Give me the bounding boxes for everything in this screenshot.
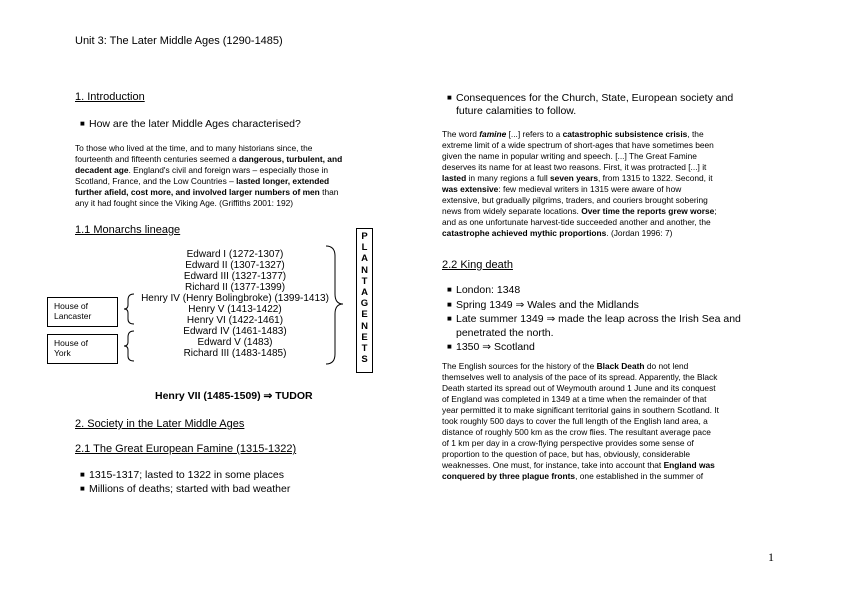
house-york-box <box>47 334 118 364</box>
list-item-text: penetrated the north. <box>456 326 554 339</box>
monarch-item: Edward II (1307-1327) <box>185 260 285 271</box>
quote-line: . England's civil and foreign wars – especially those in <box>128 165 328 175</box>
quote-line: extreme limit of a wide spectrum of short-ages that have sometimes been <box>442 140 714 150</box>
page-header: Unit 3: The Later Middle Ages (1290-1485) <box>75 35 283 47</box>
quote-line: do not lend <box>644 361 689 371</box>
bullet-icon: ■ <box>80 119 85 128</box>
quote-emphasis: lasted longer, extended <box>236 176 330 186</box>
quote-line: extensive, but gradually pilgrims, traders, and couriers brought sobering <box>442 195 708 205</box>
famine-heading: 2.1 The Great European Famine (1315-1322) <box>75 443 297 455</box>
plantagenet-letter: A <box>361 287 368 299</box>
plantagenet-letter: E <box>361 309 368 321</box>
quote-line: The word <box>442 129 480 139</box>
plantagenet-letter: N <box>361 320 368 332</box>
house-label: House of <box>54 301 89 311</box>
quote-line: , one established in the summer of <box>575 471 704 481</box>
tudor-line: Henry VII (1485-1509) ⇒ TUDOR <box>155 390 313 402</box>
blackdeath-quote <box>442 361 787 482</box>
quote-line: : few medieval writers in 1315 were aware of how <box>498 184 682 194</box>
quote-emphasis: decadent age <box>75 165 129 175</box>
famine-bullets <box>80 468 290 496</box>
quote-line: of 1 km per day in a crow-flying perspective provides some sense of <box>442 438 694 448</box>
quote-emphasis: was extensive <box>442 184 499 194</box>
list-item <box>447 283 741 298</box>
consequences-bullet <box>447 91 733 118</box>
quote-line: news from widely separate locations. <box>442 206 582 216</box>
list-item-text: future calamities to follow. <box>456 105 577 117</box>
bullet-icon: ■ <box>80 470 85 479</box>
bullet-icon: ■ <box>447 342 452 351</box>
quote-line: than <box>319 187 339 197</box>
bullet-icon: ■ <box>80 484 85 493</box>
quote-emphasis: dangerous, turbulent, and <box>238 154 343 164</box>
monarch-item: Edward III (1327-1377) <box>183 271 287 282</box>
intro-bullet-text: How are the later Middle Ages characterised? <box>89 118 301 130</box>
bullet-icon: ■ <box>447 314 452 323</box>
quote-line: Scotland, France, and the Low Countries – <box>75 176 237 186</box>
house-lancaster-box <box>47 297 118 327</box>
famine-quote <box>442 129 787 239</box>
monarch-item: Edward I (1272-1307) <box>186 249 284 260</box>
list-item <box>447 340 741 355</box>
quote-line: proportion to the question of pace, but has, obviously, considerable <box>442 449 690 459</box>
plantagenet-letter: A <box>361 253 368 265</box>
plantagenets-box <box>356 228 373 373</box>
quote-emphasis: further afield, cost more, and involved larger numbers of men <box>75 187 320 197</box>
plantagenet-letter: E <box>361 331 368 343</box>
house-label: Lancaster <box>54 311 92 321</box>
quote-line: took roughly 500 days to cover the full length of the English land area, a <box>442 416 708 426</box>
quote-emphasis: lasted <box>442 173 467 183</box>
bullet-icon: ■ <box>447 93 452 102</box>
quote-emphasis: Over time the reports grew worse <box>581 206 715 216</box>
quote-emphasis: catastrophic subsistence crisis <box>562 129 688 139</box>
monarch-item: Edward V (1483) <box>197 337 273 348</box>
quote-line: . (Jordan 1996: 7) <box>606 228 673 238</box>
list-item-text: Millions of deaths; started with bad weather <box>89 483 291 495</box>
quote-emphasis: England was <box>663 460 715 470</box>
list-item <box>80 482 290 496</box>
quote-line: given the name in popular writing and speech. [...] The Great Famine <box>442 151 697 161</box>
quote-line: [...] refers to a <box>506 129 563 139</box>
society-heading: 2. Society in the Later Middle Ages <box>75 418 245 430</box>
monarch-item: Henry IV (Henry Bolingbroke) (1399-1413) <box>141 293 329 304</box>
list-item-text: 1350 ⇒ Scotland <box>456 341 535 353</box>
quote-line: fourteenth and fifteenth centuries seemed a <box>75 154 239 164</box>
quote-line: and as one unfortunate harvest-tide succeeded another and another, the <box>442 217 711 227</box>
plantagenet-letter: P <box>361 231 368 242</box>
page-number: 1 <box>768 550 774 564</box>
monarch-item: Richard III (1483-1485) <box>183 348 287 359</box>
quote-line: The English sources for the history of the <box>442 361 597 371</box>
kingdeath-heading: 2.2 King death <box>442 259 513 271</box>
quote-line: themselves well to analysis of the pace of its spread. Apparently, the Black <box>442 372 718 382</box>
list-item <box>447 298 741 313</box>
plantagenet-letter: T <box>361 343 368 355</box>
monarch-item: Henry V (1413-1422) <box>188 304 282 315</box>
quote-line: year permitted it to make significant territorial gains in southern Scotland. It <box>442 405 719 415</box>
plantagenet-letter: N <box>361 264 368 276</box>
list-item-text: 1315-1317; lasted to 1322 in some places <box>89 469 284 481</box>
bullet-icon: ■ <box>447 285 452 294</box>
list-item-text: Spring 1349 ⇒ Wales and the Midlands <box>456 298 639 311</box>
quote-emphasis: conquered by three plague fronts <box>442 471 576 481</box>
intro-heading: 1. Introduction <box>75 91 145 103</box>
monarch-item: Edward IV (1461-1483) <box>183 326 287 337</box>
quote-line: Death started its spread out of Weymouth around 1 June and its conquest <box>442 383 716 393</box>
list-item <box>447 312 741 340</box>
quote-emphasis: seven years <box>550 173 598 183</box>
monarch-list <box>140 249 330 359</box>
list-item-text: Consequences for the Church, State, European society and <box>456 92 734 104</box>
house-label: House of <box>54 338 89 348</box>
bullet-icon: ■ <box>447 299 452 309</box>
monarch-item: Henry VI (1422-1461) <box>186 315 284 326</box>
intro-quote <box>75 143 405 209</box>
plantagenet-letter: S <box>361 354 368 366</box>
quote-line: ; <box>714 206 717 216</box>
house-braces <box>120 290 140 370</box>
intro-bullet <box>80 117 301 131</box>
list-item-text: Late summer 1349 ⇒ made the leap across the Irish Sea and <box>456 313 741 325</box>
quote-line: any it had fought since the Viking Age. (Griffiths 2001: 192) <box>75 198 294 208</box>
monarch-item: Richard II (1377-1399) <box>184 282 286 293</box>
kingdeath-bullets <box>447 283 741 355</box>
monarchs-heading: 1.1 Monarchs lineage <box>75 224 181 236</box>
house-label: York <box>54 348 71 358</box>
quote-emphasis: catastrophe achieved mythic proportions <box>442 228 607 238</box>
quote-line: distance of roughly 500 km as the crow flies. The resultant average pace <box>442 427 711 437</box>
york-brace-icon <box>124 331 134 361</box>
quote-emphasis: Black Death <box>596 361 645 371</box>
plantagenet-letter: G <box>360 298 369 310</box>
quote-line: deserves its name for at least two reasons. First, it was protracted [...] it <box>442 162 707 172</box>
quote-line: , from 1315 to 1322. Second, it <box>597 173 713 183</box>
plantagenet-brace-icon <box>323 242 347 372</box>
list-item <box>80 468 290 482</box>
plantagenet-letter: T <box>361 275 368 287</box>
quote-emphasis: famine <box>479 129 507 139</box>
quote-line: in many regions a full <box>466 173 551 183</box>
quote-line: weaknesses. One must, for instance, take into account that <box>442 460 664 470</box>
plantagenet-letter: L <box>361 242 368 254</box>
quote-line: , the <box>687 129 704 139</box>
quote-line: of England was completed in 1349 at a time when the remainder of that <box>442 394 707 404</box>
lancaster-brace-icon <box>124 294 134 324</box>
quote-line: To those who lived at the time, and to many historians since, the <box>75 143 313 153</box>
list-item-text: London: 1348 <box>456 284 521 296</box>
